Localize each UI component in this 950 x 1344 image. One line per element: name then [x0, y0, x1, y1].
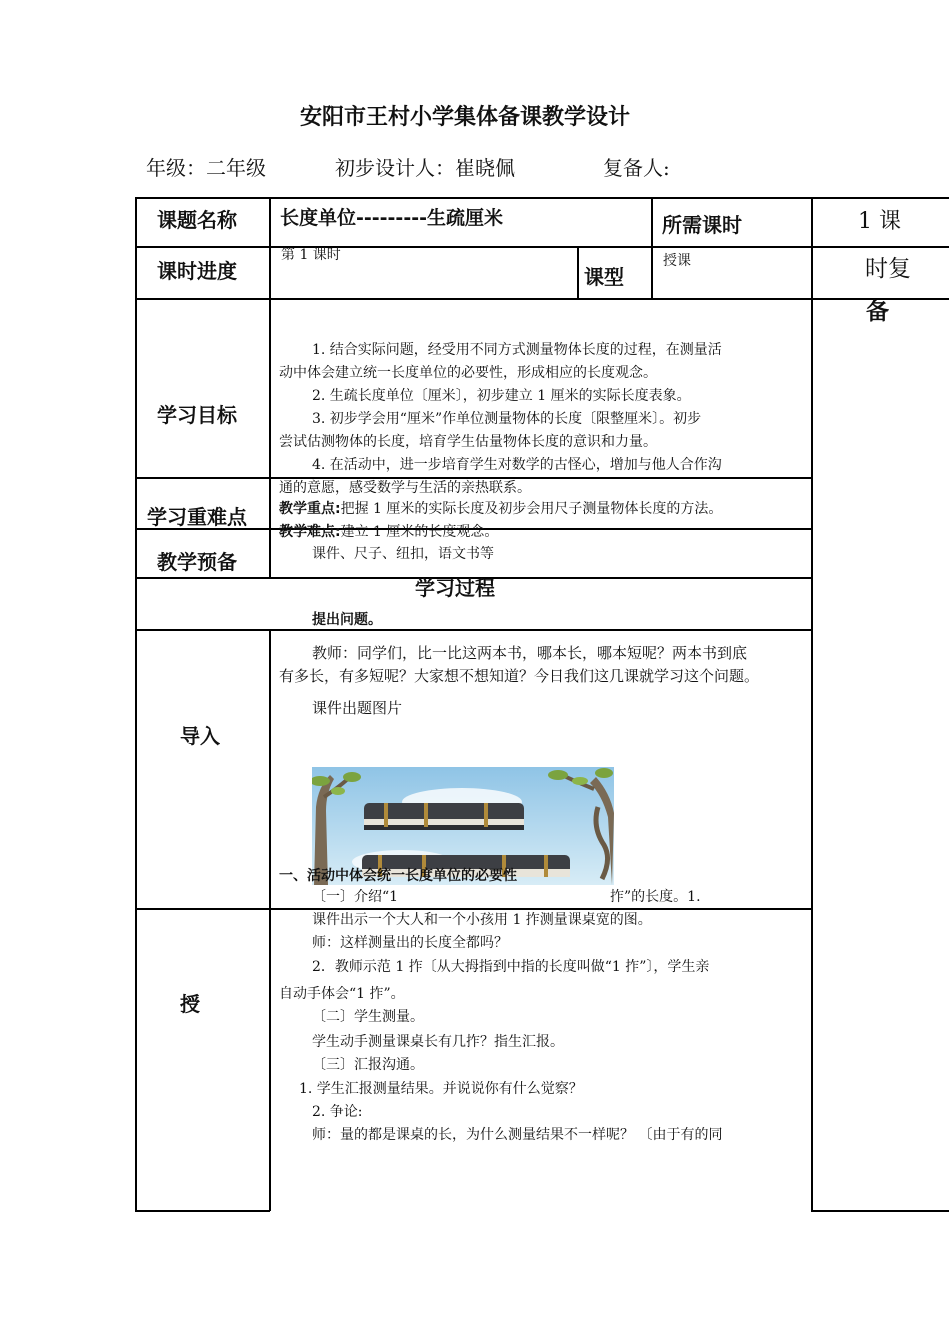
intro-label: 导入 — [180, 724, 220, 748]
teach-line: 课件出示一个大人和一个小孩用 1 拃测量课桌宽的图。 — [312, 912, 652, 928]
teach-line: 2. 争论: — [312, 1104, 363, 1120]
key-point — [279, 498, 722, 521]
goal-line: 2. 生疏长度单位〔厘米〕，初步建立 1 厘米的实际长度表象。 — [312, 388, 691, 404]
activity-sub-left: 〔一〕介绍“1 — [312, 889, 399, 905]
activity-heading: 一、活动中体会统一长度单位的必要性 — [279, 868, 517, 884]
goal-line: 1. 结合实际问题，经受用不同方式测量物体长度的过程，在测量活 — [312, 342, 722, 358]
difficult-point-text: 建立 1 厘米的长度观念。 — [340, 524, 499, 540]
teach-line: 师：量的都是课桌的长，为什么测量结果不一样呢？ 〔由于有的同 — [312, 1127, 723, 1143]
intro-line: 教师：同学们，比一比这两本书，哪本长，哪本短呢？两本书到底 — [312, 644, 748, 662]
difficult-point — [279, 521, 498, 544]
progress-value: 第 1 课时 — [281, 247, 341, 263]
hours-value: 1 课 — [858, 209, 901, 234]
goals-list — [279, 339, 809, 500]
side-text-1: 时复 — [865, 256, 911, 282]
picture-caption: 课件出题图片 — [312, 699, 403, 717]
document-title: 安阳市王村小学集体备课教学设计 — [299, 105, 630, 130]
teach-line: 1. 学生汇报测量结果。并说说你有什么觉察？ — [299, 1081, 583, 1097]
goal-line: 通的意愿，感受数学与生活的亲热联系。 — [279, 480, 531, 496]
topic-label: 课题名称 — [157, 208, 237, 232]
side-text-2: 备 — [866, 299, 889, 325]
intro-text — [279, 642, 809, 688]
hours-label: 所需课时 — [662, 213, 742, 237]
teach-line: 〔三〕汇报沟通。 — [312, 1057, 424, 1073]
key-point-text: 把握 1 厘米的实际长度及初步会用尺子测量物体长度的方法。 — [340, 501, 723, 517]
teach-line: 2．教师示范 1 拃〔从大拇指到中指的长度叫做“1 拃”〕，学生亲 — [312, 959, 710, 975]
key-label: 学习重难点 — [147, 505, 247, 529]
goal-line: 4. 在活动中，进一步培育学生对数学的古怪心，增加与他人合作沟 — [312, 457, 722, 473]
progress-label: 课时进度 — [157, 259, 237, 283]
key-point-label: 教学重点: — [279, 501, 341, 517]
goal-line: 尝试估测物体的长度，培育学生估量物体长度的意识和力量。 — [279, 434, 657, 450]
teach-text — [279, 909, 809, 1147]
intro-line: 有多长，有多短呢？大家想不想知道？今日我们这几课就学习这个问题。 — [279, 667, 760, 685]
process-heading: 学习过程 — [415, 576, 495, 600]
goals-label: 学习目标 — [157, 403, 237, 427]
designer-text: 初步设计人：崔晓佩 — [335, 156, 515, 180]
teach-line: 师：这样测量出的长度全都吗？ — [312, 935, 508, 951]
activity-sub-right: 拃”的长度。1. — [610, 889, 701, 905]
teach-line: 学生动手测量课桌长有几拃？指生汇报。 — [312, 1034, 564, 1050]
prep-text: 课件、尺子、纽扣，语文书等 — [312, 546, 494, 562]
topic-value: 长度单位---------生疏厘米 — [280, 207, 503, 229]
raise-question: 提出问题。 — [312, 612, 382, 628]
type-value: 授课 — [663, 253, 691, 269]
type-label: 课型 — [584, 265, 624, 289]
goal-line: 3. 初步学会用“厘米”作单位测量物体的长度〔限整厘米〕。初步 — [312, 411, 702, 427]
grade-text: 年级：二年级 — [146, 156, 266, 180]
difficult-point-label: 教学难点: — [279, 524, 341, 540]
goal-line: 动中体会建立统一长度单位的必要性，形成相应的长度观念。 — [279, 365, 657, 381]
teach-label: 授 — [180, 992, 200, 1016]
teach-line: 自动手体会“1 拃”。 — [279, 986, 405, 1002]
reviewer-text: 复备人: — [603, 156, 670, 180]
prep-label: 教学预备 — [157, 550, 237, 574]
teach-line: 〔二〕学生测量。 — [312, 1009, 424, 1025]
